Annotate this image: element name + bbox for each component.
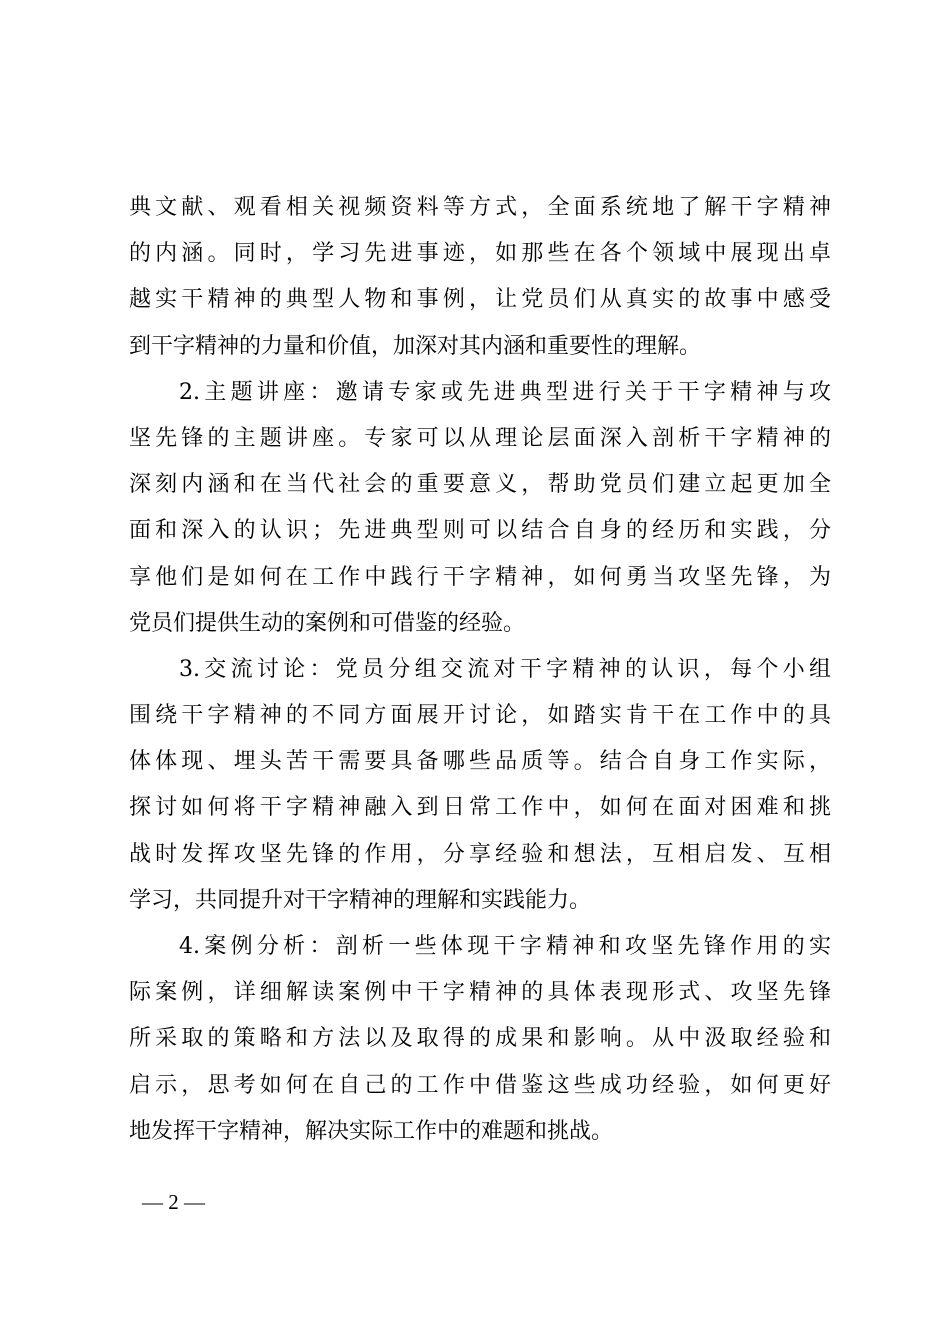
text-line: 学习，共同提升对干字精神的理解和实践能力。: [129, 887, 592, 913]
text-line: 坚先锋的主题讲座。专家可以从理论层面深入剖析干字精神的: [129, 425, 831, 451]
text-line: 战时发挥攻坚先锋的作用，分享经验和想法，互相启发、互相: [129, 841, 831, 867]
paragraph-case-analysis: [129, 924, 831, 1155]
text-line: 3.交流讨论：党员分组交流对干字精神的认识，每个小组: [179, 656, 831, 682]
text-line: 深刻内涵和在当代社会的重要意义，帮助党员们建立起更加全: [129, 472, 831, 498]
text-line: 体体现、埋头苦干需要具备哪些品质等。结合自身工作实际，: [129, 749, 831, 775]
text-line: 所采取的策略和方法以及取得的成果和影响。从中汲取经验和: [129, 1026, 831, 1052]
text-line: 探讨如何将干字精神融入到日常工作中，如何在面对困难和挑: [129, 795, 831, 821]
paragraph-discussion: [129, 647, 831, 924]
paragraph-theme-lecture: [129, 370, 831, 647]
text-line: 享他们是如何在工作中践行干字精神，如何勇当攻坚先锋，为: [129, 564, 831, 590]
text-line: 的内涵。同时，学习先进事迹，如那些在各个领域中展现出卓: [129, 241, 831, 267]
text-line: 2.主题讲座：邀请专家或先进典型进行关于干字精神与攻: [179, 379, 831, 405]
text-line: 际案例，详细解读案例中干字精神的具体表现形式、攻坚先锋: [129, 980, 831, 1006]
text-line: 4.案例分析：剖析一些体现干字精神和攻坚先锋作用的实: [179, 934, 831, 959]
text-line: 地发挥干字精神，解决实际工作中的难题和挑战。: [129, 1118, 614, 1144]
text-line: 围绕干字精神的不同方面展开讨论，如踏实肯干在工作中的具: [129, 703, 831, 729]
text-line: 党员们提供生动的案例和可借鉴的经验。: [129, 610, 526, 636]
text-line: 到干字精神的力量和价值，加深对其内涵和重要性的理解。: [129, 333, 702, 359]
text-line: 典文献、观看相关视频资料等方式，全面系统地了解干字精神: [129, 195, 831, 220]
text-line: 启示，思考如何在自己的工作中借鉴这些成功经验，如何更好: [129, 1072, 831, 1098]
document-body: [129, 185, 831, 1155]
text-line: 面和深入的认识；先进典型则可以结合自身的经历和实践，分: [129, 518, 831, 544]
paragraph-continuation: [129, 185, 831, 370]
page-number: — 2 —: [142, 1190, 205, 1214]
text-line: 越实干精神的典型人物和事例，让党员们从真实的故事中感受: [129, 287, 831, 313]
